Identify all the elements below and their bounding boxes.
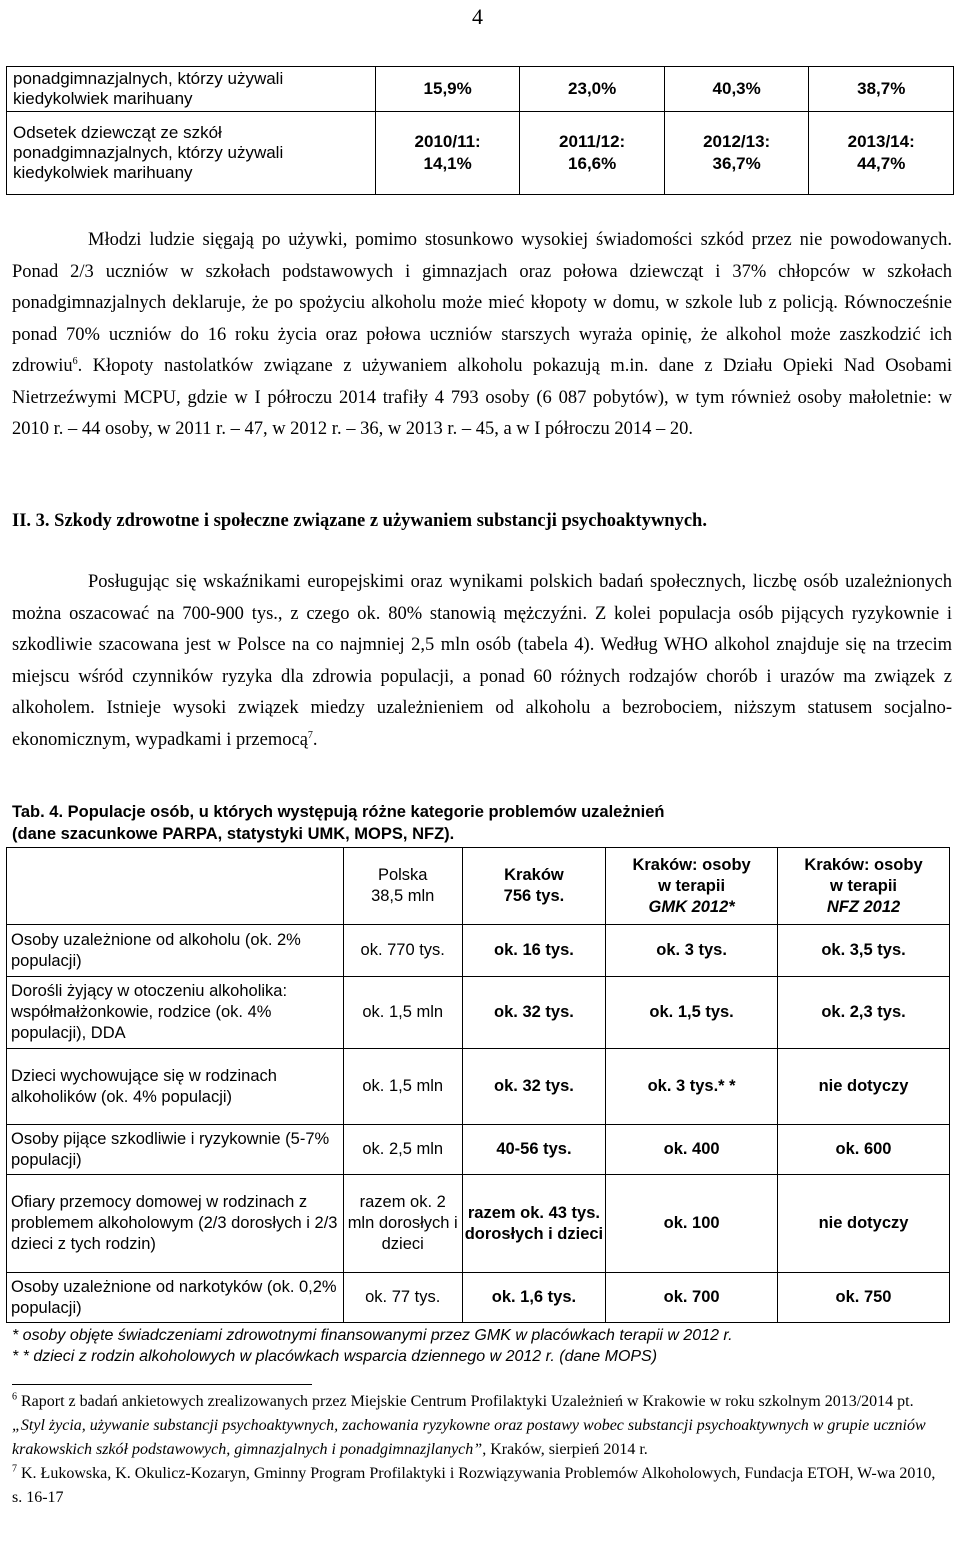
header-text: 38,5 mln (371, 887, 435, 905)
cell-gmk: ok. 400 (606, 1125, 778, 1175)
header-text: w terapii (658, 876, 726, 895)
cell-gmk: ok. 3 tys. (606, 925, 778, 977)
footnote-ref: 7 (307, 729, 313, 741)
table-caption (12, 801, 665, 845)
header-krakow (462, 848, 605, 925)
cell-krakow: ok. 32 tys. (462, 977, 605, 1049)
row-label: ponadgimnazjalnych, którzy używali kiedykolwiek marihuany (7, 67, 376, 112)
table-row (7, 67, 954, 112)
year-label: 2010/11: (414, 132, 481, 151)
row-label: Osoby uzależnione od narkotyków (ok. 0,2% populacji) (7, 1273, 344, 1323)
footnote-text: Raport z badań ankietowych zrealizowanych przez Miejskie Centrum Profilaktyki Uzależnień w Krakowie w roku szkolnym 2013/2014 pt. (21, 1393, 914, 1410)
table-header-row (7, 848, 950, 925)
cell-nfz: ok. 750 (778, 1273, 950, 1323)
row-label: Osoby pijące szkodliwie i ryzykownie (5-7% populacji) (7, 1125, 344, 1175)
paragraph-health-damage (12, 567, 952, 756)
percent-value: 14,1% (423, 154, 472, 173)
row-label: Osoby uzależnione od alkoholu (ok. 2% populacji) (7, 925, 344, 977)
header-polska (343, 848, 462, 925)
table-note-1: * osoby objęte świadczeniami zdrowotnymi finansowanymi przez GMK w placówkach terapii w 2012 r. (12, 1327, 733, 1344)
year-label: 2013/14: (847, 132, 915, 151)
percent-value: 16,6% (568, 154, 617, 173)
header-text: Kraków (504, 866, 564, 884)
table-notes (12, 1325, 733, 1367)
footnote-7 (12, 1462, 942, 1510)
cell-nfz: nie dotyczy (778, 1175, 950, 1273)
year-label: 2011/12: (559, 132, 626, 151)
cell-polska: ok. 1,5 mln (343, 1049, 462, 1125)
header-text: GMK 2012* (648, 897, 735, 916)
cell-gmk: ok. 100 (606, 1175, 778, 1273)
table-note-2: * * dzieci z rodzin alkoholowych w placówkach wsparcia dziennego w 2012 r. (dane MOPS) (12, 1348, 658, 1365)
cell-polska: ok. 2,5 mln (343, 1125, 462, 1175)
row-label: Dorośli żyjący w otoczeniu alkoholika: współmałżonkowie, rodzice (ok. 4% populacji), DDA (7, 977, 344, 1049)
cell-value (375, 112, 520, 195)
table-row (7, 977, 950, 1049)
row-label: Ofiary przemocy domowej w rodzinach z problemem alkoholowym (2/3 dorosłych i 2/3 dzieci z tych rodzin) (7, 1175, 344, 1273)
paragraph-text-b: . Kłopoty nastolatków związane z używaniem alkoholu pokazują m.in. dane z Działu Opieki Nad Osobami Nietrzeźwymi MCPU, gdzie w I półroczu 2014 trafiły 4 793 osoby (6 087 pobytów), w tym również osoby małoletnie: w 2010 r. – 44 osoby, w 2011 r. – 47, w 2012 r. – 36, w 2013 r. – 45, a w I półroczu 2014 – 20. (12, 356, 952, 439)
header-text: Polska (377, 866, 428, 884)
cell-value: 15,9% (375, 67, 520, 112)
cell-krakow: razem ok. 43 tys. dorosłych i dzieci (462, 1175, 605, 1273)
row-label: Odsetek dziewcząt ze szkół ponadgimnazjalnych, którzy używali kiedykolwiek marihuany (7, 112, 376, 195)
cell-nfz: ok. 2,3 tys. (778, 977, 950, 1049)
footnote-title: „Styl życia, używanie substancji psychoaktywnych, zachowania ryzykowne oraz postawy wobec substancji psychoaktywnych w grupie uczniów krakowskich szkół podstawowych, gimnazjalnych i ponadgimnazjlanych” (12, 1417, 926, 1458)
footnote-separator (12, 1384, 312, 1385)
header-text: NFZ 2012 (826, 897, 901, 916)
cell-krakow: ok. 32 tys. (462, 1049, 605, 1125)
cell-nfz: ok. 600 (778, 1125, 950, 1175)
header-text: w terapii (830, 876, 897, 895)
cell-krakow: 40-56 tys. (462, 1125, 605, 1175)
table-row (7, 1049, 950, 1125)
footnote-ref: 6 (72, 355, 78, 367)
paragraph-text (12, 567, 952, 756)
header-text: Kraków: osoby (804, 855, 923, 874)
header-text: Kraków: osoby (632, 855, 751, 874)
cell-value (664, 112, 809, 195)
paragraph-youth-substances (12, 225, 952, 446)
table-row (7, 1175, 950, 1273)
row-label: Dzieci wychowujące się w rodzinach alkoholików (ok. 4% populacji) (7, 1049, 344, 1125)
footnotes (12, 1390, 942, 1510)
table-row (7, 1273, 950, 1323)
table-caption-line1: Tab. 4. Populacje osób, u których występują różne kategorie problemów uzależnień (12, 803, 665, 821)
footnote-number: 7 (12, 1463, 17, 1475)
cell-polska: ok. 1,5 mln (343, 977, 462, 1049)
header-gmk (606, 848, 778, 925)
paragraph-end: . (312, 729, 318, 750)
header-empty-cell (7, 848, 344, 925)
section-heading: II. 3. Szkody zdrowotne i społeczne związane z używaniem substancji psychoaktywnych. (12, 511, 707, 531)
cell-nfz: nie dotyczy (778, 1049, 950, 1125)
header-text: 756 tys. (503, 887, 565, 905)
page-number: 4 (472, 4, 483, 29)
table-row (7, 112, 954, 195)
table-row (7, 925, 950, 977)
marijuana-use-table (6, 66, 954, 195)
cell-krakow: ok. 1,6 tys. (462, 1273, 605, 1323)
cell-gmk: ok. 700 (606, 1273, 778, 1323)
cell-polska: ok. 770 tys. (343, 925, 462, 977)
cell-polska: ok. 77 tys. (343, 1273, 462, 1323)
cell-polska: razem ok. 2 mln dorosłych i dzieci (343, 1175, 462, 1273)
table-row (7, 1125, 950, 1175)
cell-value: 40,3% (664, 67, 809, 112)
cell-gmk: ok. 1,5 tys. (606, 977, 778, 1049)
cell-value: 38,7% (809, 67, 954, 112)
percent-value: 44,7% (857, 154, 906, 173)
header-nfz (778, 848, 950, 925)
cell-value (809, 112, 954, 195)
population-table (6, 847, 950, 1323)
percent-value: 36,7% (712, 154, 761, 173)
cell-nfz: ok. 3,5 tys. (778, 925, 950, 977)
cell-value: 23,0% (520, 67, 665, 112)
paragraph-text (12, 225, 952, 446)
paragraph-text-a: Młodzi ludzie sięgają po używki, pomimo stosunkowo wysokiej świadomości szkód przez nie powodowanych. Ponad 2/3 uczniów w szkołach podstawowych i gimnazjach oraz połowa dziewcząt i 37% chłopców w szkołach ponadgimnazjalnych deklaruje, że po spożyciu alkoholu może mieć kłopoty w domu, w szkole lub z policją. Równocześnie ponad 70% uczniów do 16 roku życia oraz połowa uczniów starszych wyraża opinię, że alkohol może zaszkodzić ich zdrowiu (12, 230, 952, 376)
cell-value (520, 112, 665, 195)
cell-krakow: ok. 16 tys. (462, 925, 605, 977)
cell-gmk: ok. 3 tys.* * (606, 1049, 778, 1125)
year-label: 2012/13: (703, 132, 771, 151)
table-caption-line2: (dane szacunkowe PARPA, statystyki UMK, MOPS, NFZ). (12, 825, 455, 843)
footnote-text: , Kraków, sierpień 2014 r. (482, 1441, 648, 1458)
footnote-6 (12, 1390, 942, 1462)
paragraph-text-main: Posługując się wskaźnikami europejskimi oraz wynikami polskich badań społecznych, liczbę osób uzależnionych można oszacować na 700-900 tys., z czego ok. 80% stanowią mężczyźni. Z kolei populacja osób pijących ryzykownie i szkodliwie szacowana jest w Polsce na co najmniej 2,5 mln osób (tabela 4). Według WHO alkohol znajduje się na trzecim miejscu wśród czynników ryzyka dla zdrowia populacji, a ponad 60 różnych rodzajów chorób i urazów ma związek z alkoholem. Istnieje wysoki związek miedzy uzależnieniem od alkoholu a bezrobociem, niższym statusem socjalno-ekonomicznym, wypadkami i przemocą (12, 572, 952, 750)
footnote-text: K. Łukowska, K. Okulicz-Kozaryn, Gminny Program Profilaktyki i Rozwiązywania Problemów Alkoholowych, Fundacja ETOH, W-wa 2010, s. 16-17 (12, 1465, 936, 1506)
footnote-number: 6 (12, 1391, 17, 1403)
